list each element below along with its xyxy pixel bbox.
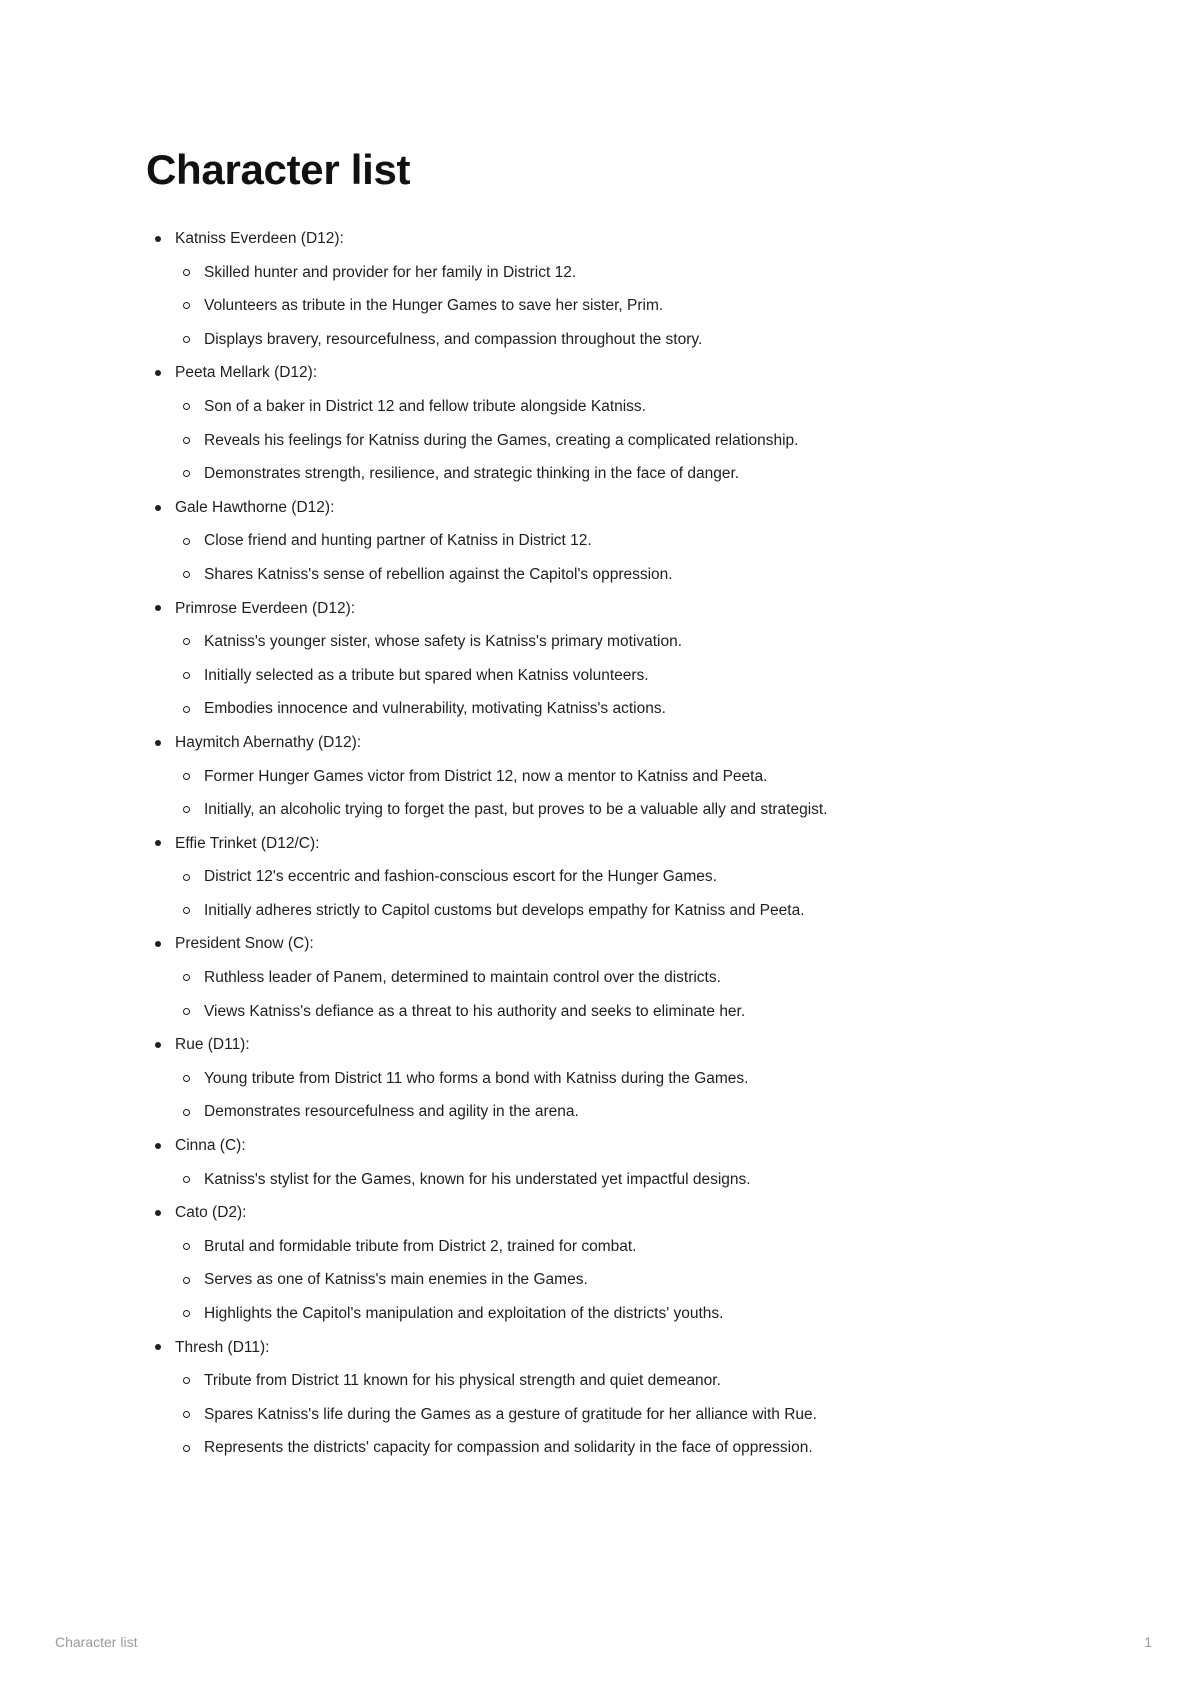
detail-text: Tribute from District 11 known for his physical strength and quiet demeanor. — [204, 1372, 721, 1390]
detail-text: Initially adheres strictly to Capitol customs but develops empathy for Katniss and Peeta. — [204, 901, 805, 919]
detail-item — [146, 1431, 1106, 1465]
detail-text: Spares Katniss's life during the Games as a gesture of gratitude for her alliance with Rue. — [204, 1405, 817, 1423]
character-name: Haymitch Abernathy (D12): — [175, 733, 362, 751]
hollow-bullet-icon — [183, 1109, 190, 1116]
detail-text: Close friend and hunting partner of Katniss in District 12. — [204, 532, 592, 550]
hollow-bullet-icon — [183, 302, 190, 309]
hollow-bullet-icon — [183, 571, 190, 578]
character-details — [146, 760, 1106, 827]
hollow-bullet-icon — [183, 773, 190, 780]
character-item — [146, 356, 1106, 490]
detail-text: Serves as one of Katniss's main enemies in the Games. — [204, 1271, 588, 1289]
character-item — [146, 1196, 1106, 1330]
detail-item — [146, 256, 1106, 290]
detail-item — [146, 1364, 1106, 1398]
detail-item — [146, 659, 1106, 693]
character-name: President Snow (C): — [175, 935, 314, 953]
detail-text: Highlights the Capitol's manipulation and exploitation of the districts' youths. — [204, 1305, 724, 1322]
character-item — [146, 726, 1106, 827]
character-details — [146, 961, 1106, 1028]
detail-item — [146, 625, 1106, 659]
character-name-row — [146, 592, 1106, 626]
detail-item — [146, 961, 1106, 995]
character-name: Gale Hawthorne (D12): — [175, 498, 335, 516]
detail-text: Displays bravery, resourcefulness, and compassion throughout the story. — [204, 330, 703, 348]
detail-item — [146, 424, 1106, 458]
detail-item — [146, 1095, 1106, 1129]
detail-item — [146, 524, 1106, 558]
character-name-row — [146, 356, 1106, 390]
detail-item — [146, 1297, 1106, 1331]
character-name: Primrose Everdeen (D12): — [175, 599, 356, 617]
hollow-bullet-icon — [183, 403, 190, 410]
bullet-icon — [155, 236, 161, 242]
character-item — [146, 1331, 1106, 1465]
hollow-bullet-icon — [183, 1075, 190, 1082]
detail-text: Volunteers as tribute in the Hunger Games to save her sister, Prim. — [204, 297, 664, 315]
hollow-bullet-icon — [183, 1176, 190, 1183]
detail-item — [146, 1398, 1106, 1432]
character-name-row — [146, 222, 1106, 256]
character-list — [146, 222, 1106, 1465]
hollow-bullet-icon — [183, 706, 190, 713]
detail-item — [146, 894, 1106, 928]
hollow-bullet-icon — [183, 269, 190, 276]
detail-text: Son of a baker in District 12 and fellow tribute alongside Katniss. — [204, 397, 646, 415]
page-number: 1 — [1144, 1634, 1152, 1650]
character-details — [146, 860, 1106, 927]
character-name: Katniss Everdeen (D12): — [175, 230, 344, 247]
detail-item — [146, 1263, 1106, 1297]
detail-item — [146, 457, 1106, 491]
detail-text: District 12's eccentric and fashion-conscious escort for the Hunger Games. — [204, 868, 717, 886]
character-name-row — [146, 827, 1106, 861]
character-name-row — [146, 927, 1106, 961]
detail-text: Represents the districts' capacity for compassion and solidarity in the face of oppression. — [204, 1439, 813, 1457]
hollow-bullet-icon — [183, 470, 190, 477]
detail-text: Reveals his feelings for Katniss during the Games, creating a complicated relationship. — [204, 431, 799, 449]
detail-item — [146, 860, 1106, 894]
hollow-bullet-icon — [183, 538, 190, 545]
character-name-row — [146, 726, 1106, 760]
detail-text: Former Hunger Games victor from District 12, now a mentor to Katniss and Peeta. — [204, 767, 768, 785]
bullet-icon — [155, 740, 161, 746]
character-name: Effie Trinket (D12/C): — [175, 834, 320, 852]
detail-item — [146, 793, 1106, 827]
character-item — [146, 1028, 1106, 1129]
detail-text: Brutal and formidable tribute from District 2, trained for combat. — [204, 1237, 637, 1255]
bullet-icon — [155, 605, 161, 611]
bullet-icon — [155, 1042, 161, 1048]
hollow-bullet-icon — [183, 874, 190, 881]
character-item — [146, 1129, 1106, 1196]
detail-text: Ruthless leader of Panem, determined to maintain control over the districts. — [204, 969, 721, 987]
page-title: Character list — [146, 146, 411, 193]
hollow-bullet-icon — [183, 437, 190, 444]
detail-text: Views Katniss's defiance as a threat to his authority and seeks to eliminate her. — [204, 1002, 746, 1020]
character-name: Rue (D11): — [175, 1036, 250, 1054]
character-details — [146, 1163, 1106, 1197]
character-name: Cinna (C): — [175, 1137, 246, 1155]
detail-item — [146, 558, 1106, 592]
detail-text: Skilled hunter and provider for her family in District 12. — [204, 263, 577, 281]
bullet-icon — [155, 505, 161, 511]
detail-text: Shares Katniss's sense of rebellion against the Capitol's oppression. — [204, 565, 673, 583]
hollow-bullet-icon — [183, 336, 190, 343]
character-item — [146, 592, 1106, 726]
bullet-icon — [155, 840, 161, 846]
character-details — [146, 1364, 1106, 1465]
hollow-bullet-icon — [183, 907, 190, 914]
detail-item — [146, 1163, 1106, 1197]
detail-item — [146, 1062, 1106, 1096]
hollow-bullet-icon — [183, 1445, 190, 1452]
character-details — [146, 256, 1106, 357]
detail-item — [146, 692, 1106, 726]
bullet-icon — [155, 1344, 161, 1350]
character-item — [146, 827, 1106, 928]
character-details — [146, 1062, 1106, 1129]
detail-text: Katniss's younger sister, whose safety is Katniss's primary motivation. — [204, 633, 682, 651]
hollow-bullet-icon — [183, 1243, 190, 1250]
detail-text: Initially, an alcoholic trying to forget the past, but proves to be a valuable ally and strategist. — [204, 801, 828, 819]
hollow-bullet-icon — [183, 638, 190, 645]
detail-text: Katniss's stylist for the Games, known for his understated yet impactful designs. — [204, 1170, 751, 1188]
hollow-bullet-icon — [183, 1310, 190, 1317]
character-name-row — [146, 1196, 1106, 1230]
detail-item — [146, 289, 1106, 323]
character-name-row — [146, 1129, 1106, 1163]
character-details — [146, 1230, 1106, 1331]
character-name: Peeta Mellark (D12): — [175, 364, 318, 382]
hollow-bullet-icon — [183, 1008, 190, 1015]
character-item — [146, 491, 1106, 592]
detail-text: Embodies innocence and vulnerability, motivating Katniss's actions. — [204, 700, 666, 718]
character-item — [146, 222, 1106, 356]
detail-text: Initially selected as a tribute but spared when Katniss volunteers. — [204, 666, 649, 684]
detail-text: Young tribute from District 11 who forms a bond with Katniss during the Games. — [204, 1069, 749, 1087]
detail-text: Demonstrates resourcefulness and agility in the arena. — [204, 1103, 579, 1121]
hollow-bullet-icon — [183, 974, 190, 981]
bullet-icon — [155, 941, 161, 947]
bullet-icon — [155, 370, 161, 376]
character-name-row — [146, 1028, 1106, 1062]
character-details — [146, 625, 1106, 726]
detail-item — [146, 390, 1106, 424]
character-name-row — [146, 1331, 1106, 1365]
hollow-bullet-icon — [183, 806, 190, 813]
character-details — [146, 524, 1106, 591]
hollow-bullet-icon — [183, 1411, 190, 1418]
character-item — [146, 927, 1106, 1028]
hollow-bullet-icon — [183, 1277, 190, 1284]
character-details — [146, 390, 1106, 491]
character-name: Cato (D2): — [175, 1204, 247, 1222]
bullet-icon — [155, 1210, 161, 1216]
hollow-bullet-icon — [183, 672, 190, 679]
detail-item — [146, 995, 1106, 1029]
detail-item — [146, 323, 1106, 357]
hollow-bullet-icon — [183, 1377, 190, 1384]
detail-text: Demonstrates strength, resilience, and strategic thinking in the face of danger. — [204, 465, 740, 483]
footer-title: Character list — [55, 1634, 138, 1650]
detail-item — [146, 1230, 1106, 1264]
bullet-icon — [155, 1143, 161, 1149]
character-name-row — [146, 491, 1106, 525]
detail-item — [146, 760, 1106, 794]
character-name: Thresh (D11): — [175, 1338, 270, 1356]
